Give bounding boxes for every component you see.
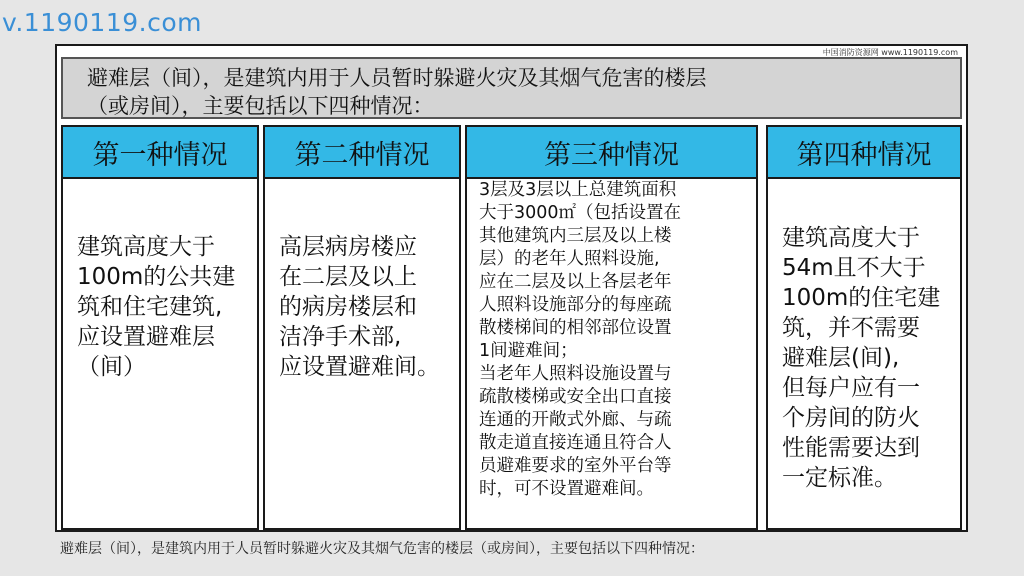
column-case-3 <box>465 125 758 530</box>
body-line: 的病房楼层和 <box>279 294 417 320</box>
body-line: 洁净手术部, <box>279 324 402 350</box>
body-line: 建筑高度大于 <box>782 225 920 251</box>
column-case-2 <box>263 125 461 530</box>
body-line: 员避难要求的室外平台等 <box>479 456 672 476</box>
body-line: 个房间的防火 <box>782 405 920 431</box>
header-line-2: （或房间），主要包括以下四种情况： <box>87 94 434 118</box>
column-case-1 <box>61 125 259 530</box>
slide <box>55 44 968 532</box>
body-line: 大于3000㎡（包括设置在 <box>479 203 682 223</box>
body-line: 时，可不设置避难间。 <box>479 479 654 499</box>
body-line: 高层病房楼应 <box>279 234 417 260</box>
header-line-1: 避难层（间），是建筑内用于人员暂时躲避火灾及其烟气危害的楼层 <box>87 66 707 90</box>
body-line: 散走道直接连通且符合人 <box>479 433 672 453</box>
body-line: 避难层(间), <box>782 345 900 371</box>
site-watermark-url: v.1190119.com <box>2 8 202 37</box>
column-title: 第一种情况 <box>63 127 257 179</box>
body-line: 在二层及以上 <box>279 264 417 290</box>
body-line: 其他建筑内三层及以上楼 <box>479 226 672 246</box>
body-line: 疏散楼梯或安全出口直接 <box>479 387 672 407</box>
body-line: 人照料设施部分的每座疏 <box>479 295 672 315</box>
small-watermark: 中国消防资源网 www.1190119.com <box>822 48 958 57</box>
slide-caption: 避难层（间），是建筑内用于人员暂时躲避火灾及其烟气危害的楼层（或房间），主要包括以下四种情况： <box>60 541 704 557</box>
body-line: 连通的开敞式外廊、与疏 <box>479 410 672 430</box>
column-body <box>479 179 755 501</box>
header-box <box>61 57 962 119</box>
body-line: 层）的老年人照料设施, <box>479 249 660 269</box>
column-title: 第二种情况 <box>265 127 459 179</box>
body-line: 3层及3层以上总建筑面积 <box>479 180 677 200</box>
column-title: 第三种情况 <box>467 127 756 179</box>
body-line: 100m的住宅建 <box>782 285 941 311</box>
body-line: 应设置避难层 <box>77 324 215 350</box>
body-line: 筑，并不需要 <box>782 315 920 341</box>
column-body <box>77 232 261 382</box>
body-line: 应在二层及以上各层老年 <box>479 272 672 292</box>
body-line: （间） <box>77 354 146 380</box>
body-line: 性能需要达到 <box>782 435 920 461</box>
body-line: 筑和住宅建筑, <box>77 294 223 320</box>
body-line: 当老年人照料设施设置与 <box>479 364 672 384</box>
body-line: 但每户应有一 <box>782 375 920 401</box>
column-body <box>782 223 962 493</box>
body-line: 应设置避难间。 <box>279 354 440 380</box>
column-title: 第四种情况 <box>768 127 960 179</box>
column-body <box>279 232 469 382</box>
body-line: 54m且不大于 <box>782 255 926 281</box>
body-line: 散楼梯间的相邻部位设置 <box>479 318 672 338</box>
body-line: 1间避难间； <box>479 341 578 361</box>
body-line: 建筑高度大于 <box>77 234 215 260</box>
body-line: 100m的公共建 <box>77 264 236 290</box>
body-line: 一定标准。 <box>782 465 897 491</box>
column-case-4 <box>766 125 962 530</box>
